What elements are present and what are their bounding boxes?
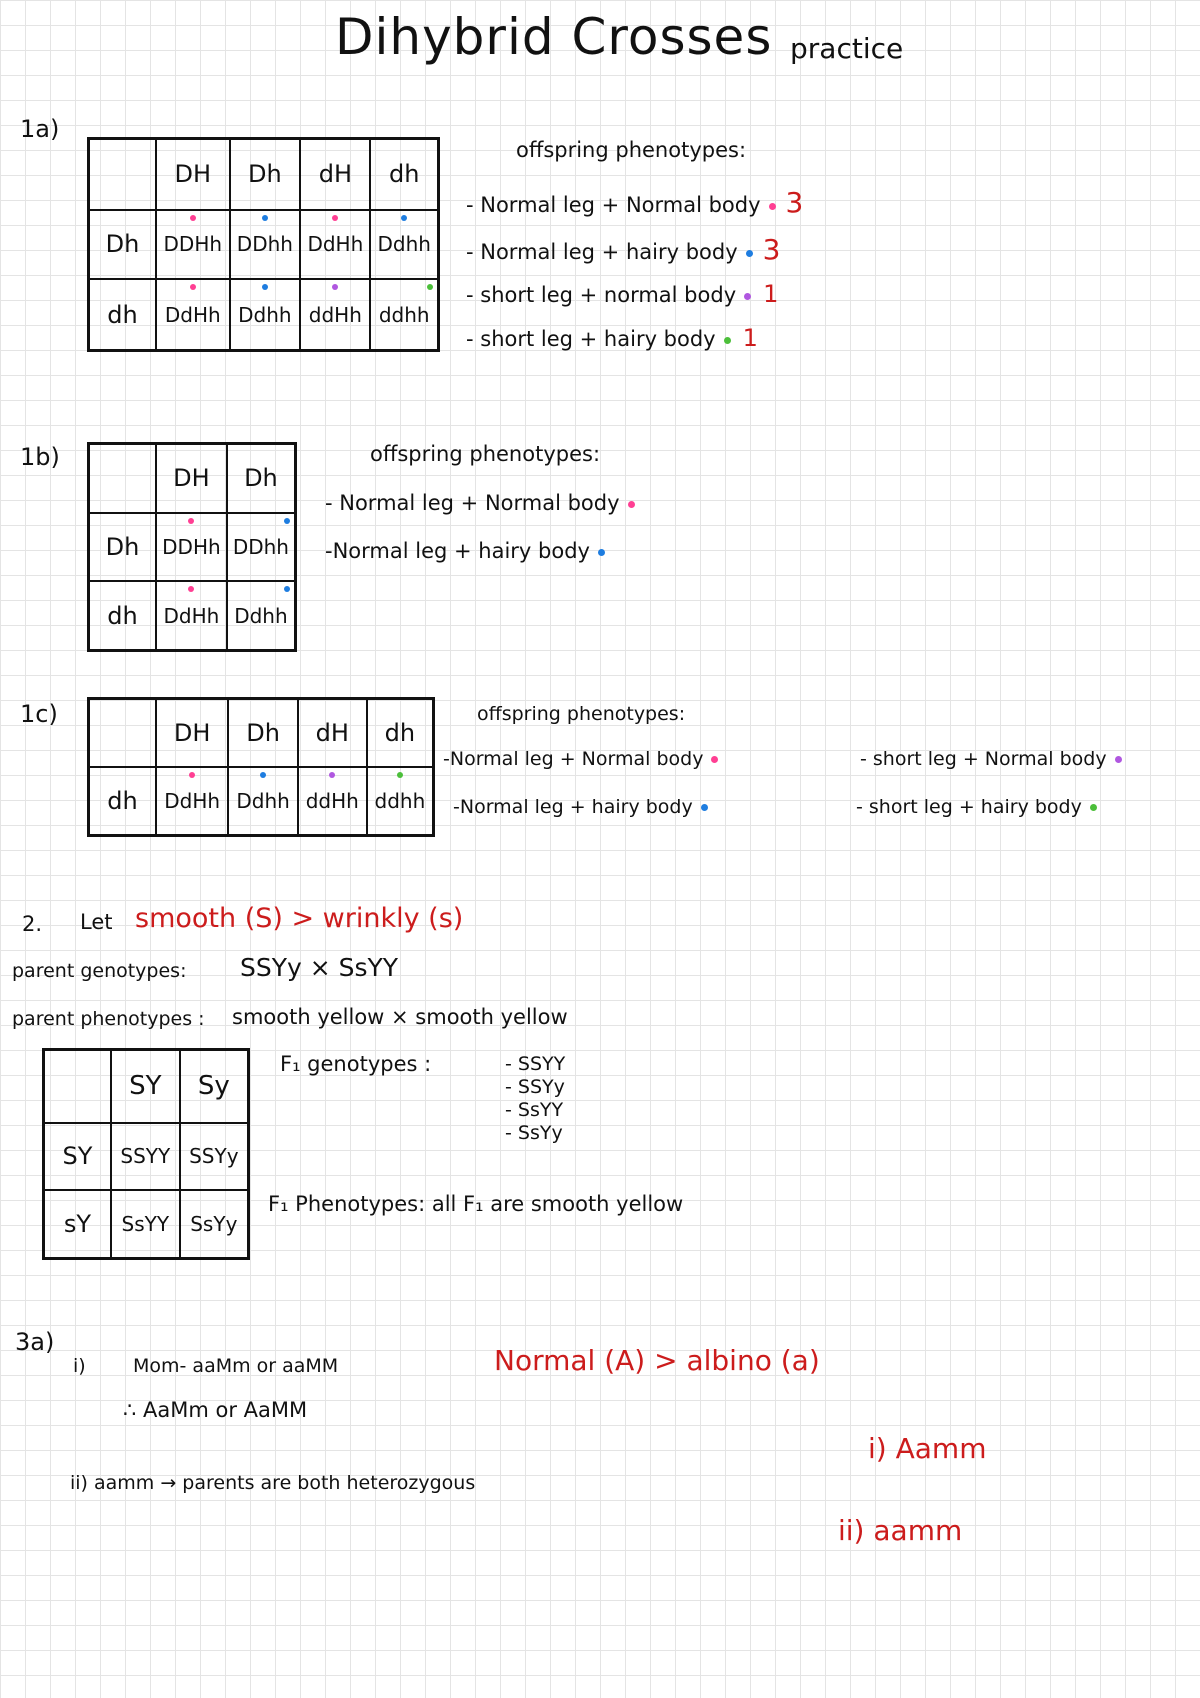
- row-header: dh: [89, 279, 157, 350]
- phenotype-count: 3: [785, 186, 804, 219]
- row-header: sY: [44, 1190, 112, 1259]
- genotype: DdHh: [164, 789, 221, 813]
- genotype: ddhh: [378, 302, 430, 327]
- phenotype-line: [466, 280, 778, 308]
- blue-dot-icon: [260, 772, 266, 778]
- q3a-i-label: i): [73, 1355, 86, 1377]
- parent-phenotypes: smooth yellow × smooth yellow: [232, 1005, 568, 1029]
- green-dot-icon: [1090, 804, 1097, 811]
- genotype: DdHh: [163, 603, 220, 628]
- genotype: Ddhh: [236, 789, 290, 813]
- f1-genotype: - SSYY: [505, 1053, 566, 1075]
- row-header: dh: [89, 767, 157, 836]
- phenotype-count: 1: [763, 280, 779, 308]
- genotype-cell: [230, 279, 301, 350]
- phenotype-line: [453, 796, 708, 818]
- q3a-label: 3a): [15, 1328, 55, 1356]
- phenotype-count: 3: [762, 233, 781, 266]
- genotype-cell: [300, 279, 370, 350]
- green-dot-icon: [724, 337, 731, 344]
- phenotype-text: - short leg + hairy body: [856, 796, 1082, 818]
- phenotype-text: - short leg + Normal body: [860, 748, 1107, 770]
- punnett-square-1c: [87, 697, 435, 837]
- blue-dot-icon: [598, 549, 605, 556]
- q1a-label: 1a): [20, 115, 60, 143]
- pink-dot-icon: [628, 501, 635, 508]
- phenotype-line: [860, 748, 1122, 770]
- row-header: Dh: [89, 513, 157, 581]
- blue-dot-icon: [284, 518, 290, 524]
- genotype-cell: [228, 767, 297, 836]
- col-header: Dh: [228, 699, 297, 768]
- q3a-ii: ii) aamm → parents are both heterozygous: [70, 1472, 476, 1494]
- punnett-square-1b: [87, 442, 297, 652]
- q1a-phenotypes-title: offspring phenotypes:: [516, 138, 747, 162]
- genotype: Ddhh: [377, 232, 431, 257]
- green-dot-icon: [397, 772, 403, 778]
- page-title: Dihybrid Crosses: [335, 8, 773, 66]
- col-header: SY: [111, 1050, 180, 1123]
- phenotype-line: [466, 324, 758, 352]
- q1b-phenotypes-title: offspring phenotypes:: [370, 442, 601, 466]
- col-header: dh: [370, 139, 438, 210]
- genotype-cell: [298, 767, 367, 836]
- phenotype-text: - short leg + normal body: [466, 283, 737, 307]
- q3-dominance-rule: Normal (A) > albino (a): [494, 1344, 820, 1377]
- purple-dot-icon: [332, 284, 338, 290]
- punnett-square-1a: [87, 137, 440, 352]
- q2-let: Let: [80, 910, 113, 934]
- genotype-cell: [156, 581, 227, 650]
- genotype-cell: [156, 767, 228, 836]
- f1-genotypes-list: [505, 1053, 565, 1145]
- q1c-label: 1c): [20, 700, 58, 728]
- genotype: ddHh: [308, 302, 362, 327]
- phenotype-line: [443, 748, 718, 770]
- row-header: dh: [89, 581, 157, 650]
- pink-dot-icon: [332, 215, 338, 221]
- parent-phenotypes-label: parent phenotypes :: [12, 1008, 205, 1030]
- genotype: Ddhh: [238, 302, 292, 327]
- blue-dot-icon: [262, 215, 268, 221]
- phenotype-text: - Normal leg + Normal body: [466, 193, 761, 217]
- pink-dot-icon: [189, 772, 195, 778]
- corner-cell: [89, 444, 157, 513]
- f1-genotype: - SsYY: [505, 1099, 564, 1121]
- pink-dot-icon: [190, 284, 196, 290]
- genotype: ddhh: [374, 789, 426, 813]
- genotype-cell: [156, 279, 230, 350]
- genotype-cell: [370, 279, 438, 350]
- blue-dot-icon: [701, 804, 708, 811]
- col-header: dh: [367, 699, 434, 768]
- col-header: Sy: [180, 1050, 249, 1123]
- genotype-cell: [227, 581, 296, 650]
- row-header: Dh: [89, 210, 157, 280]
- phenotype-line: [325, 539, 605, 563]
- col-header: Dh: [227, 444, 296, 513]
- pink-dot-icon: [711, 756, 718, 763]
- col-header: DH: [156, 139, 230, 210]
- f1-genotype: - SsYy: [505, 1122, 563, 1144]
- green-dot-icon: [427, 284, 433, 290]
- genotype: DDHh: [163, 232, 223, 257]
- blue-dot-icon: [284, 586, 290, 592]
- col-header: Dh: [230, 139, 301, 210]
- col-header: dH: [300, 139, 370, 210]
- phenotype-text: -Normal leg + hairy body: [453, 796, 693, 818]
- f1-genotype: - SSYy: [505, 1076, 565, 1098]
- row-header: SY: [44, 1123, 112, 1190]
- genotype-cell: [156, 210, 230, 280]
- parent-genotypes-label: parent genotypes:: [12, 960, 187, 982]
- phenotype-text: -Normal leg + Normal body: [443, 748, 704, 770]
- q1c-phenotypes-title: offspring phenotypes:: [477, 703, 686, 725]
- corner-cell: [89, 699, 157, 768]
- answer-ii: ii) aamm: [838, 1514, 963, 1547]
- genotype-cell: [156, 513, 227, 581]
- genotype-cell: SsYY: [111, 1190, 180, 1259]
- parent-genotypes: SSYy × SsYY: [240, 953, 399, 982]
- genotype-cell: [230, 210, 301, 280]
- q1b-label: 1b): [20, 443, 60, 471]
- purple-dot-icon: [1115, 756, 1122, 763]
- phenotype-line: [325, 491, 635, 515]
- genotype: DdHh: [164, 302, 221, 327]
- phenotype-line: [856, 796, 1097, 818]
- genotype: DDhh: [236, 232, 293, 257]
- pink-dot-icon: [188, 586, 194, 592]
- punnett-square-2: [42, 1048, 250, 1260]
- q3a-mom-genotypes: Mom- aaMm or aaMM: [133, 1355, 339, 1377]
- phenotype-text: -Normal leg + hairy body: [325, 539, 590, 563]
- page-subtitle: practice: [790, 32, 904, 65]
- blue-dot-icon: [262, 284, 268, 290]
- corner-cell: [89, 139, 157, 210]
- genotype-cell: [300, 210, 370, 280]
- phenotype-line: [466, 186, 803, 219]
- pink-dot-icon: [188, 518, 194, 524]
- blue-dot-icon: [401, 215, 407, 221]
- f1-genotypes-label: F₁ genotypes :: [280, 1052, 432, 1076]
- genotype: DDHh: [162, 534, 221, 559]
- genotype-cell: [367, 767, 434, 836]
- genotype: DDhh: [232, 534, 289, 559]
- genotype: ddHh: [305, 789, 359, 813]
- genotype-cell: [370, 210, 438, 280]
- phenotype-text: - Normal leg + hairy body: [466, 240, 738, 264]
- genotype-cell: SSYY: [111, 1123, 180, 1190]
- col-header: DH: [156, 444, 227, 513]
- col-header: DH: [156, 699, 228, 768]
- phenotype-line: [466, 233, 780, 266]
- pink-dot-icon: [769, 203, 776, 210]
- pink-dot-icon: [190, 215, 196, 221]
- col-header: dH: [298, 699, 367, 768]
- purple-dot-icon: [329, 772, 335, 778]
- genotype-cell: SSYy: [180, 1123, 249, 1190]
- genotype-cell: SsYy: [180, 1190, 249, 1259]
- answer-i: i) Aamm: [868, 1432, 987, 1465]
- phenotype-text: - short leg + hairy body: [466, 327, 716, 351]
- blue-dot-icon: [746, 250, 753, 257]
- q2-number: 2.: [22, 912, 43, 936]
- phenotype-count: 1: [742, 324, 758, 352]
- f1-phenotypes: F₁ Phenotypes: all F₁ are smooth yellow: [268, 1192, 684, 1216]
- genotype: Ddhh: [234, 603, 288, 628]
- purple-dot-icon: [744, 293, 751, 300]
- q3a-therefore: ∴ AaMm or AaMM: [123, 1398, 308, 1422]
- phenotype-text: - Normal leg + Normal body: [325, 491, 620, 515]
- q2-dominance-rule: smooth (S) > wrinkly (s): [135, 903, 464, 934]
- corner-cell: [44, 1050, 112, 1123]
- genotype-cell: [227, 513, 296, 581]
- genotype: DdHh: [307, 232, 364, 257]
